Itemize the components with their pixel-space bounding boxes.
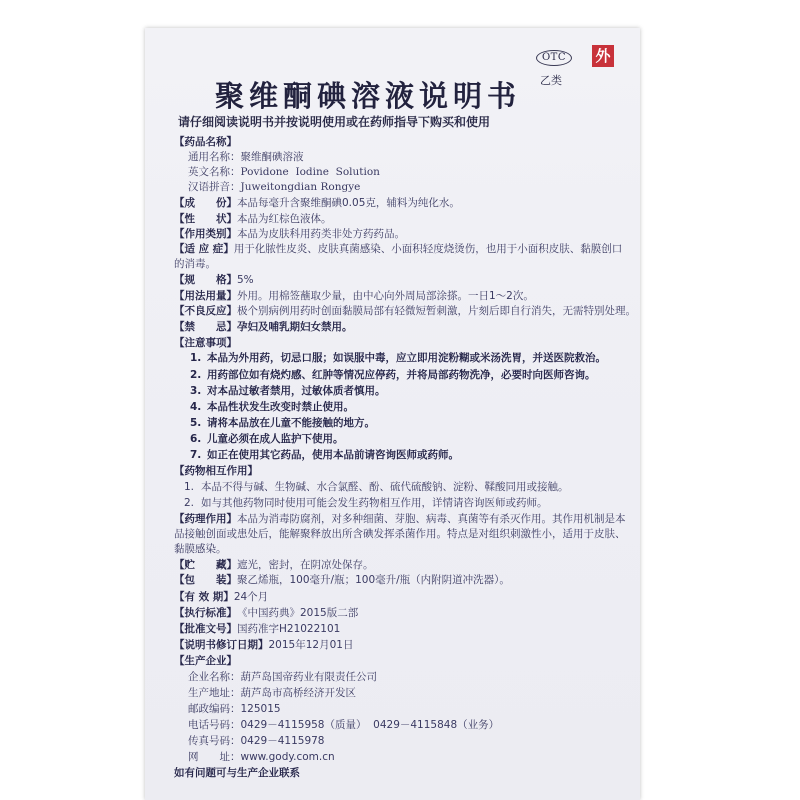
web-row — [174, 750, 335, 764]
postcode-row — [174, 702, 281, 716]
manufacturer-heading — [174, 654, 237, 668]
company-row — [174, 670, 377, 684]
indication-value: 用于化脓性皮炎、皮肤真菌感染、小面积轻度烧烫伤，也用于小面积皮肤、黏膜创口 — [233, 243, 623, 255]
web-value: www.gody.com.cn — [240, 751, 335, 763]
package-label: 【 包 装 】 — [174, 573, 237, 587]
standard-label: 【 执行标准 】 — [174, 606, 237, 620]
storage-value: 遮光，密封，在阴凉处保存。 — [237, 559, 374, 571]
web-key: 网 址： — [188, 751, 241, 763]
usage-value: 外用。用棉签蘸取少量，由中心向外周局部涂搽。一日1～2次。 — [237, 290, 534, 302]
composition-label: 【 成 份 】 — [174, 196, 237, 210]
english-name-key: 英文名称： — [188, 166, 241, 178]
precaution-item: 1. 本品为外用药，切忌口服；如误服中毒，应立即用淀粉糊或米汤洗胃，并送医院救治。 — [190, 352, 606, 364]
address-value: 葫芦岛市高桥经济开发区 — [240, 687, 356, 699]
revised-value: 2015年12月01日 — [268, 639, 354, 651]
category-row — [174, 227, 405, 241]
usage-row — [174, 289, 534, 303]
spec-label: 【 规 格 】 — [174, 273, 237, 287]
appearance-value: 本品为红棕色液体。 — [237, 213, 332, 225]
pinyin-name-key: 汉语拼音： — [188, 181, 241, 193]
approval-row — [174, 622, 340, 636]
revised-row — [174, 638, 353, 652]
postcode-key: 邮政编码： — [188, 703, 241, 715]
validity-value: 24个月 — [233, 591, 269, 603]
adverse-value: 极个别病例用药时创面黏膜局部有轻微短暂刺激，片刻后即自行消失，无需特别处理。 — [237, 305, 636, 317]
drug-name-heading — [174, 135, 237, 149]
interaction-item: 1. 本品不得与碱、生物碱、水合氯醛、酚、硫代硫酸钠、淀粉、鞣酸同用或接触。 — [184, 481, 569, 493]
contra-label: 【 禁 忌 】 — [174, 320, 237, 334]
english-name-row — [174, 165, 380, 179]
revised-label: 【 说明书修订日期 】 — [174, 638, 269, 652]
precaution-item: 6. 儿童必须在成人监护下使用。 — [190, 433, 344, 445]
validity-label: 【 有 效 期 】 — [174, 590, 234, 604]
composition-row — [174, 196, 460, 210]
external-use-mark: 外 — [592, 45, 614, 67]
drug-name-label: 【 药品名称 】 — [174, 135, 237, 149]
otc-category: 乙类 — [540, 74, 562, 87]
precaution-item: 2. 用药部位如有烧灼感、红肿等情况应停药，并将局部药物洗净，必要时向医师咨询。 — [190, 369, 596, 381]
company-value: 葫芦岛国帝药业有限责任公司 — [240, 671, 377, 683]
document-subtitle: 请仔细阅读说明书并按说明使用或在药师指导下购买和使用 — [178, 115, 491, 129]
adverse-row — [174, 304, 636, 318]
storage-label: 【 贮 藏 】 — [174, 558, 237, 572]
pinyin-name-value: Juweitongdian Rongye — [240, 181, 361, 193]
interactions-heading — [174, 464, 258, 478]
document-title: 聚维酮碘溶液说明书 — [215, 79, 522, 113]
precaution-item: 3. 对本品过敏者禁用，过敏体质者慎用。 — [190, 385, 386, 397]
approval-value: 国药准字H21022101 — [237, 623, 341, 635]
pinyin-name-row — [174, 180, 360, 194]
adverse-label: 【 不良反应 】 — [174, 304, 237, 318]
address-key: 生产地址： — [188, 687, 241, 699]
company-key: 企业名称： — [188, 671, 241, 683]
contra-value: 孕妇及哺乳期妇女禁用。 — [237, 321, 353, 333]
precaution-item: 4. 本品性状发生改变时禁止使用。 — [190, 401, 354, 413]
storage-row — [174, 558, 374, 572]
indication-row-cont — [174, 257, 216, 271]
phone-key: 电话号码： — [188, 719, 241, 731]
package-row — [174, 573, 510, 587]
indication-label: 【 适 应 症 】 — [174, 242, 234, 256]
address-row — [174, 686, 356, 700]
composition-value: 本品每毫升含聚维酮碘0.05克，辅料为纯化水。 — [237, 197, 460, 209]
interaction-item: 2. 如与其他药物同时使用可能会发生药物相互作用，详情请咨询医师或药师。 — [184, 497, 548, 509]
pharmacology-line3: 黏膜感染。 — [174, 543, 227, 555]
fax-row — [174, 734, 325, 748]
standard-value: 《中国药典》2015版二部 — [237, 607, 359, 619]
phone-value: 0429－4115958（质量） 0429－4115848（业务） — [240, 719, 500, 731]
generic-name-row — [174, 150, 304, 164]
appearance-label: 【 性 状 】 — [174, 212, 237, 226]
appearance-row — [174, 212, 332, 226]
pharmacology-line1: 本品为消毒防腐剂，对多种细菌、芽胞、病毒、真菌等有杀灭作用。其作用机制是本 — [237, 513, 626, 525]
otc-badge: OTC — [536, 50, 572, 66]
spec-value: 5% — [237, 274, 254, 286]
standard-row — [174, 606, 358, 620]
fax-value: 0429－4115978 — [240, 735, 325, 747]
precaution-item: 7. 如正在使用其它药品，使用本品前请咨询医师或药师。 — [190, 449, 459, 461]
postcode-value: 125015 — [240, 703, 281, 715]
pharmacology-row — [174, 512, 626, 526]
generic-name-value: 聚维酮碘溶液 — [240, 151, 304, 163]
approval-label: 【 批准文号 】 — [174, 622, 237, 636]
category-value: 本品为皮肤科用药类非处方药药品。 — [237, 228, 405, 240]
indication-row — [174, 242, 622, 256]
contra-row — [174, 320, 353, 334]
category-label: 【 作用类别 】 — [174, 227, 237, 241]
footer-note: 如有问题可与生产企业联系 — [174, 767, 300, 779]
manufacturer-label: 【 生产企业 】 — [174, 654, 237, 668]
pharmacology-line2: 品接触创面或患处后，能解聚释放出所含碘发挥杀菌作用。特点是对组织刺激性小，适用于皮肤、 — [174, 528, 626, 540]
pharmacology-row-cont2 — [174, 542, 227, 556]
pharmacology-row-cont — [174, 527, 626, 541]
generic-name-key: 通用名称： — [188, 151, 241, 163]
precaution-item: 5. 请将本品放在儿童不能接触的地方。 — [190, 417, 375, 429]
spec-row — [174, 273, 254, 287]
english-name-value: Povidone Iodine Solution — [240, 166, 380, 178]
precautions-heading — [174, 336, 237, 350]
interactions-label: 【 药物相互作用 】 — [174, 464, 258, 478]
validity-row — [174, 590, 268, 604]
phone-row — [174, 718, 499, 732]
package-value: 聚乙烯瓶，100毫升/瓶；100毫升/瓶（内附阴道冲洗器）。 — [237, 574, 510, 586]
indication-value-cont: 的消毒。 — [174, 258, 216, 270]
pharmacology-label: 【 药理作用 】 — [174, 512, 237, 526]
usage-label: 【 用法用量 】 — [174, 289, 237, 303]
precautions-label: 【 注意事项 】 — [174, 336, 237, 350]
fax-key: 传真号码： — [188, 735, 241, 747]
